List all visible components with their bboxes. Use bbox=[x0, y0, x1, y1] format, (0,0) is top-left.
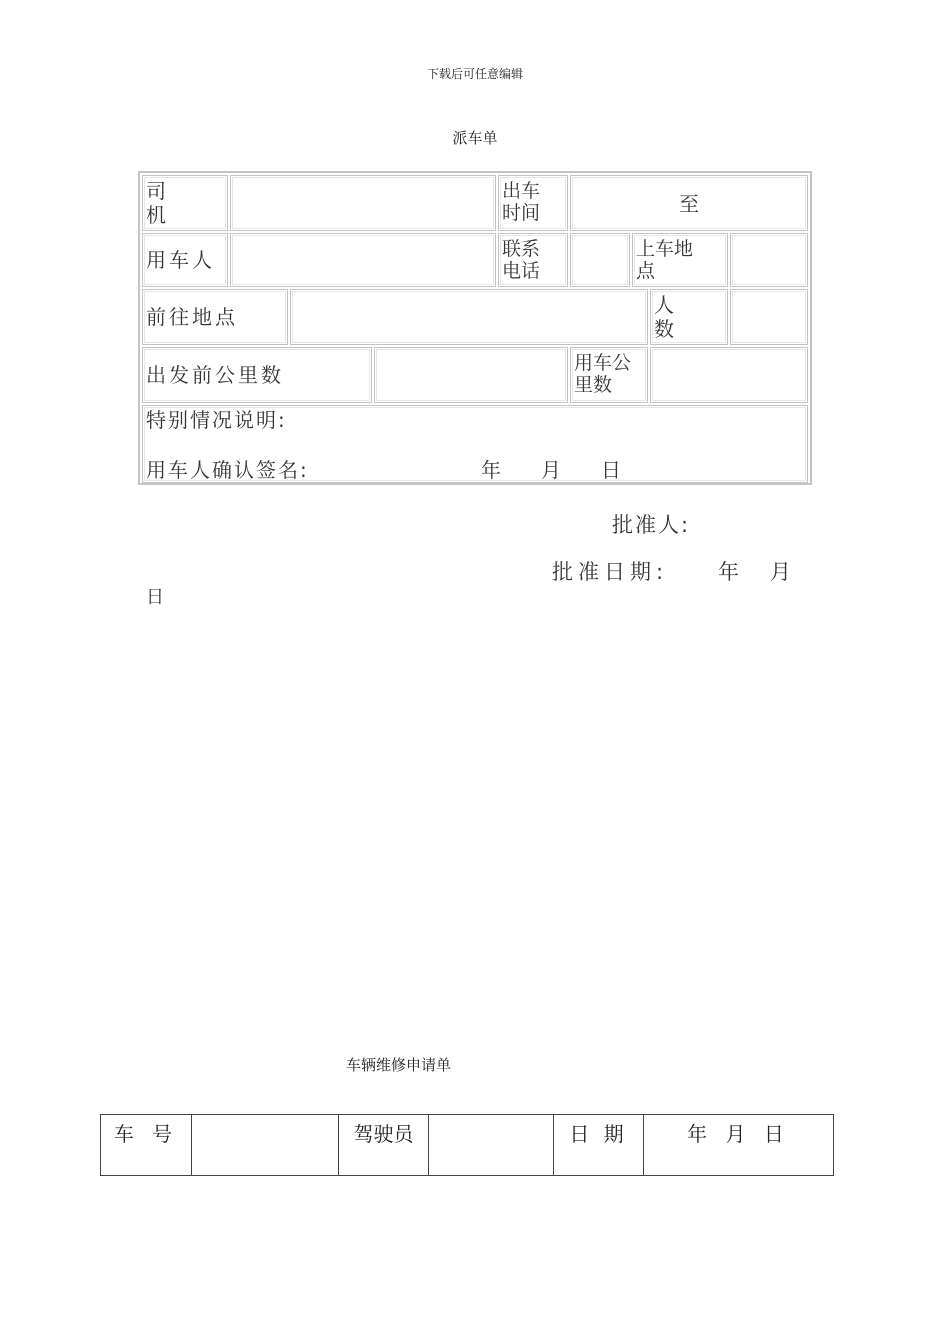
pickup-location-label: 上车地点 bbox=[632, 233, 728, 287]
repair-form bbox=[100, 1114, 834, 1176]
user-signature-label: 用车人确认签名: bbox=[146, 458, 309, 482]
departure-time-field[interactable] bbox=[570, 175, 808, 231]
special-notes-area[interactable] bbox=[142, 405, 808, 483]
approval-year: 年 bbox=[718, 560, 739, 584]
mileage-before-label: 出发前公里数 bbox=[142, 347, 372, 403]
user-field[interactable] bbox=[230, 233, 496, 287]
approval-date-label: 批准日期: bbox=[552, 560, 669, 584]
plate-label: 车 号 bbox=[101, 1115, 192, 1175]
contact-phone-label: 联系电话 bbox=[498, 233, 568, 287]
headcount-field[interactable] bbox=[730, 289, 808, 345]
driver-field-2[interactable] bbox=[429, 1115, 554, 1175]
destination-field[interactable] bbox=[290, 289, 648, 345]
signature-day: 日 bbox=[601, 458, 621, 482]
date-value: 年 月 日 bbox=[687, 1122, 790, 1146]
driver-field[interactable] bbox=[230, 175, 496, 231]
date-field[interactable] bbox=[644, 1115, 833, 1175]
signature-month: 月 bbox=[541, 458, 561, 482]
mileage-used-field[interactable] bbox=[650, 347, 808, 403]
plate-field[interactable] bbox=[192, 1115, 339, 1175]
headcount-label: 人 数 bbox=[650, 289, 728, 345]
driver-label: 司 机 bbox=[142, 175, 228, 231]
contact-phone-field[interactable] bbox=[570, 233, 630, 287]
departure-time-label: 出车时间 bbox=[498, 175, 568, 231]
user-label: 用车人 bbox=[142, 233, 228, 287]
header-note: 下载后可任意编辑 bbox=[426, 67, 523, 81]
approval-day: 日 bbox=[146, 587, 164, 608]
repair-form-title: 车辆维修申请单 bbox=[346, 1056, 452, 1074]
driver-label-2: 驾驶员 bbox=[339, 1115, 429, 1175]
dispatch-form-title: 派车单 bbox=[452, 129, 498, 147]
special-notes-label: 特别情况说明: bbox=[146, 408, 287, 432]
date-label: 日 期 bbox=[554, 1115, 644, 1175]
time-to-text: 至 bbox=[679, 192, 699, 216]
signature-year: 年 bbox=[481, 458, 501, 482]
mileage-used-label: 用车公里数 bbox=[570, 347, 648, 403]
approval-month: 月 bbox=[770, 560, 791, 584]
dispatch-form bbox=[138, 171, 812, 485]
pickup-location-field[interactable] bbox=[730, 233, 808, 287]
approver-label: 批准人: bbox=[612, 513, 691, 537]
mileage-before-field[interactable] bbox=[374, 347, 568, 403]
destination-label: 前往地点 bbox=[142, 289, 288, 345]
